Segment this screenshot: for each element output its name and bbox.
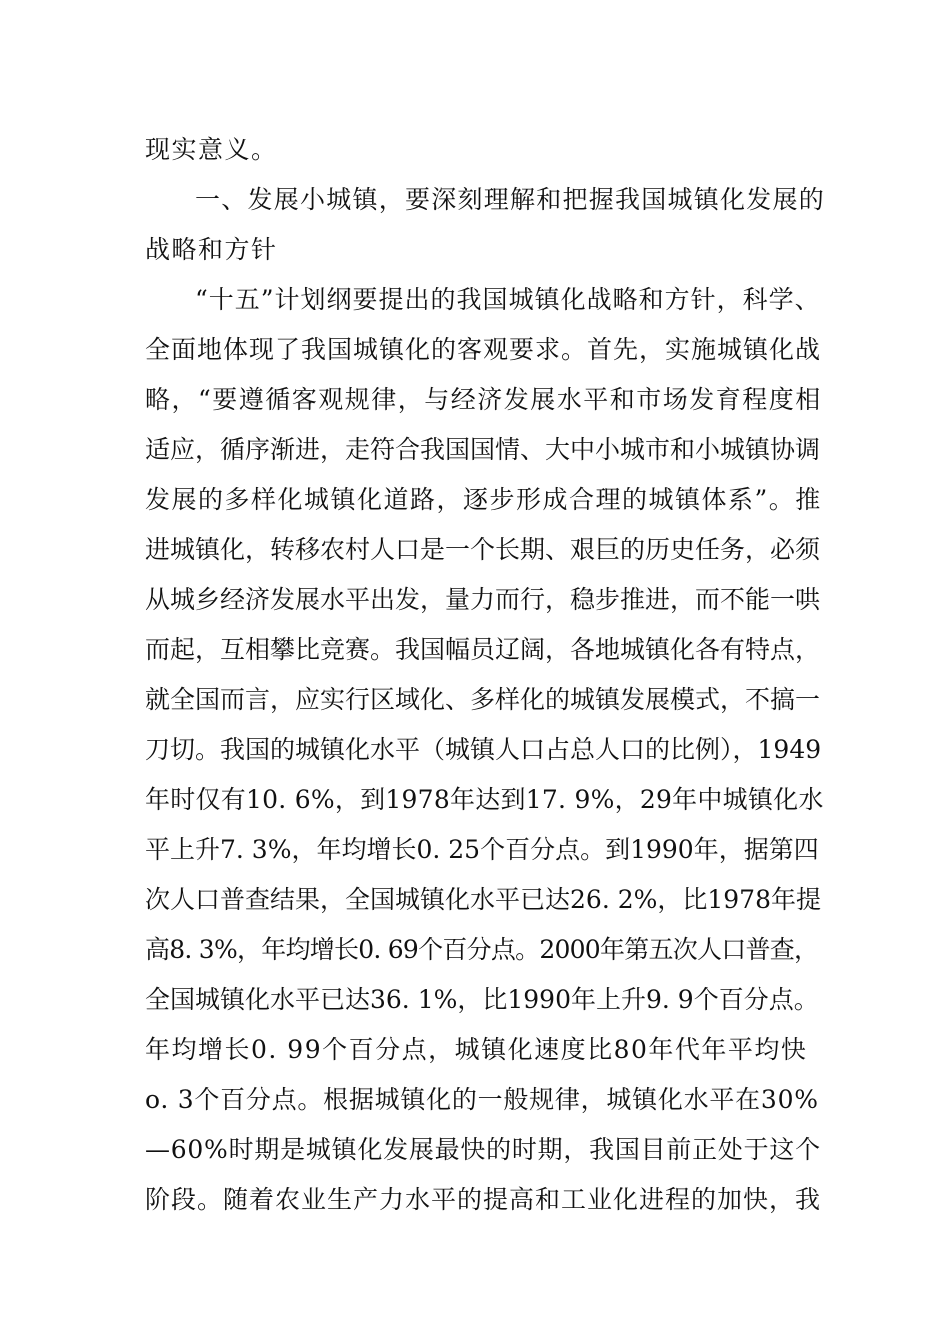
text-line-4: “十五”计划纲要提出的我国城镇化战略和方针，科学、 bbox=[195, 285, 821, 314]
text-line-10: 从城乡经济发展水平出发，量力而行，稳步推进，而不能一哄 bbox=[145, 585, 821, 614]
text-line-12: 就全国而言，应实行区域化、多样化的城镇发展模式，不搞一 bbox=[145, 685, 821, 714]
text-line-7: 适应，循序渐进，走符合我国国情、大中小城市和小城镇协调 bbox=[145, 435, 821, 464]
text-line-15: 平上升7. 3%，年均增长0. 25个百分点。到1990年，据第四 bbox=[145, 835, 819, 864]
text-line-20: o. 3个百分点。根据城镇化的一般规律，城镇化水平在30% bbox=[145, 1085, 819, 1114]
text-line-17: 高8. 3%，年均增长0. 69个百分点。2000年第五次人口普查， bbox=[145, 935, 819, 964]
text-line-16: 次人口普查结果，全国城镇化水平已达26. 2%，比1978年提 bbox=[145, 885, 821, 914]
text-line-22: 阶段。随着农业生产力水平的提高和工业化进程的加快，我 bbox=[145, 1185, 822, 1214]
text-line-14: 年时仅有10. 6%，到1978年达到17. 9%，29年中城镇化水 bbox=[145, 785, 824, 814]
text-line-18: 全国城镇化水平已达36. 1%，比1990年上升9. 9个百分点。 bbox=[145, 985, 819, 1014]
text-line-21: —60%时期是城镇化发展最快的时期，我国目前正处于这个 bbox=[145, 1135, 821, 1164]
text-line-19: 年均增长0. 99个百分点，城镇化速度比80年代年平均快 bbox=[145, 1035, 808, 1064]
text-line-6: 略，“要遵循客观规律，与经济发展水平和市场发育程度相 bbox=[145, 385, 822, 414]
text-line-13: 刀切。我国的城镇化水平（城镇人口占总人口的比例），1949 bbox=[145, 735, 822, 764]
text-line-8: 发展的多样化城镇化道路，逐步形成合理的城镇体系”。推 bbox=[145, 485, 822, 514]
text-line-5: 全面地体现了我国城镇化的客观要求。首先，实施城镇化战 bbox=[145, 335, 822, 364]
section-heading-line-2: 战略和方针 bbox=[145, 235, 278, 264]
text-line-11: 而起，互相攀比竞赛。我国幅员辽阔，各地城镇化各有特点， bbox=[145, 635, 821, 664]
text-line-9: 进城镇化，转移农村人口是一个长期、艰巨的历史任务，必须 bbox=[145, 535, 821, 564]
text-line-1: 现实意义。 bbox=[145, 135, 278, 164]
section-heading-line-1: 一、发展小城镇，要深刻理解和把握我国城镇化发展的 bbox=[195, 185, 826, 214]
